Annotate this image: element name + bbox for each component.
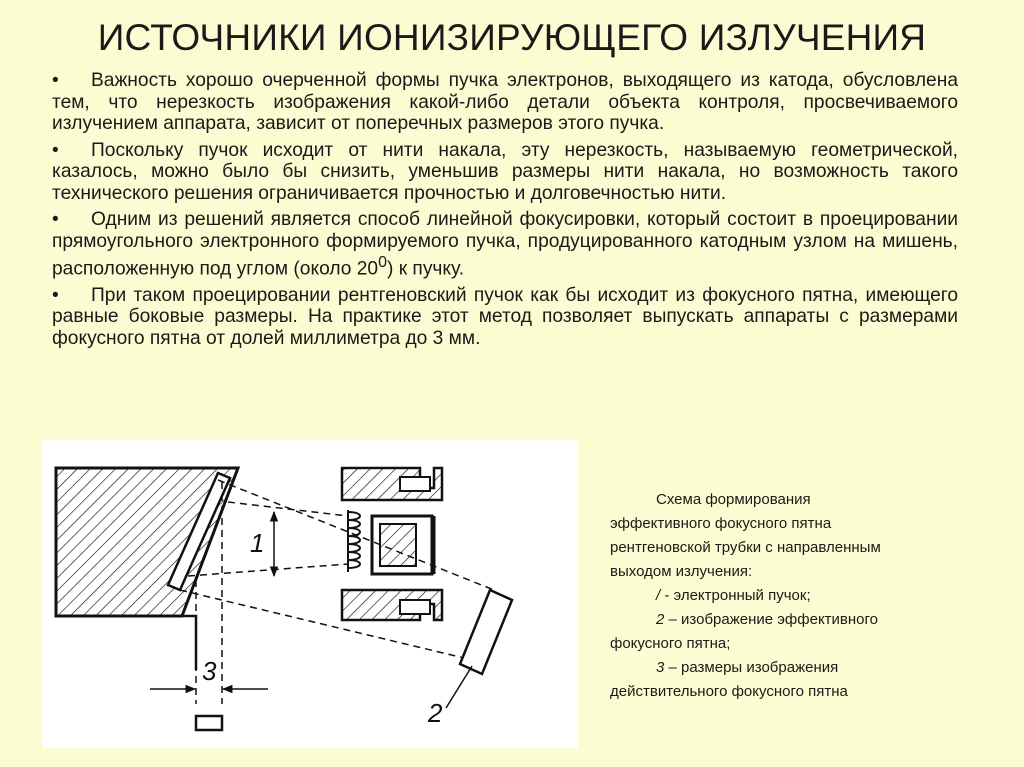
- label-2-leader: [446, 666, 472, 708]
- caption-line: эффективного фокусного пятна: [610, 515, 832, 532]
- caption-line: выходом излучения:: [610, 563, 753, 580]
- bullet-item: [52, 140, 958, 205]
- legend-text: – размеры изображения: [664, 659, 839, 676]
- focal-spot-diagram: [42, 440, 578, 748]
- effective-focal-spot-image: [460, 590, 512, 674]
- filament-coil: [348, 510, 360, 572]
- cathode-lower-shield: [342, 590, 442, 620]
- legend-item-2: [610, 608, 1000, 632]
- xray-beam: [180, 480, 494, 658]
- actual-focal-spot: [196, 716, 222, 730]
- bullet-text: Важность хорошо очерченной формы пучка электронов, выходящего из катода, обусловлена тем, что нерезкость изображения какой-либо детали объекта контроля, просвечиваемого излучением аппарата, зависит от поперечных размеров этого пучка.: [52, 70, 958, 134]
- legend-item-2-cont: фокусного пятна;: [610, 635, 731, 652]
- legend-number: /: [656, 587, 661, 604]
- legend-item-3-cont: действительного фокусного пятна: [610, 683, 848, 700]
- bullet-text: Поскольку пучок исходит от нити накала, эту нерезкость, называемую геометрической, казалось, можно было бы снизить, уменьшив размеры нити накала, но возможность такого технического решения ограничивается прочностью и долговечностью нити.: [52, 139, 958, 204]
- cathode-upper-shield: [342, 468, 442, 500]
- legend-item-3: [610, 656, 1000, 680]
- legend-number: 2: [656, 611, 665, 628]
- label-3: 3: [202, 656, 217, 686]
- bullet-item: [52, 209, 958, 280]
- caption-line: Схема формирования: [656, 491, 811, 508]
- bullet-list: [52, 70, 958, 354]
- caption-line: рентгеновской трубки с направленным: [610, 539, 881, 556]
- bullet-marker: •: [52, 139, 59, 161]
- bullet-marker: •: [52, 209, 59, 230]
- figure-caption: [610, 488, 1000, 704]
- label-1: 1: [250, 528, 265, 558]
- label-2: 2: [428, 698, 443, 728]
- cathode-core: [372, 516, 434, 574]
- anode-stem: [182, 616, 196, 670]
- bullet-text: Одним из решений является способ линейной фокусировки, который состоит в проецировании прямоугольного электронного формируемого пучка, продуцированного катодным узлом на мишень, расположенную под углом (около 20: [52, 209, 958, 280]
- slide-title: ИСТОЧНИКИ ИОНИЗИРУЮЩЕГО ИЗЛУЧЕНИЯ: [97, 17, 927, 58]
- bullet-text: ) к пучку.: [386, 258, 465, 280]
- bullet-marker: •: [52, 284, 59, 306]
- bullet-text: При таком проецировании рентгеновский пучок как бы исходит из фокусного пятна, имеющего равные боковые размеры. На практике этот метод позволяет выпускать аппараты с размерами фокусного пятна от долей миллиметра до 3 мм.: [52, 284, 958, 349]
- legend-text: – изображение эффективного: [664, 611, 879, 628]
- bullet-item: [52, 70, 958, 135]
- degree-superscript: 0: [378, 254, 387, 271]
- figure-panel: [42, 440, 578, 748]
- legend-item-1: [610, 584, 1000, 608]
- bullet-marker: •: [52, 70, 59, 91]
- bullet-item: [52, 285, 958, 350]
- legend-number: 3: [656, 659, 665, 676]
- legend-text: - электронный пучок;: [660, 587, 811, 604]
